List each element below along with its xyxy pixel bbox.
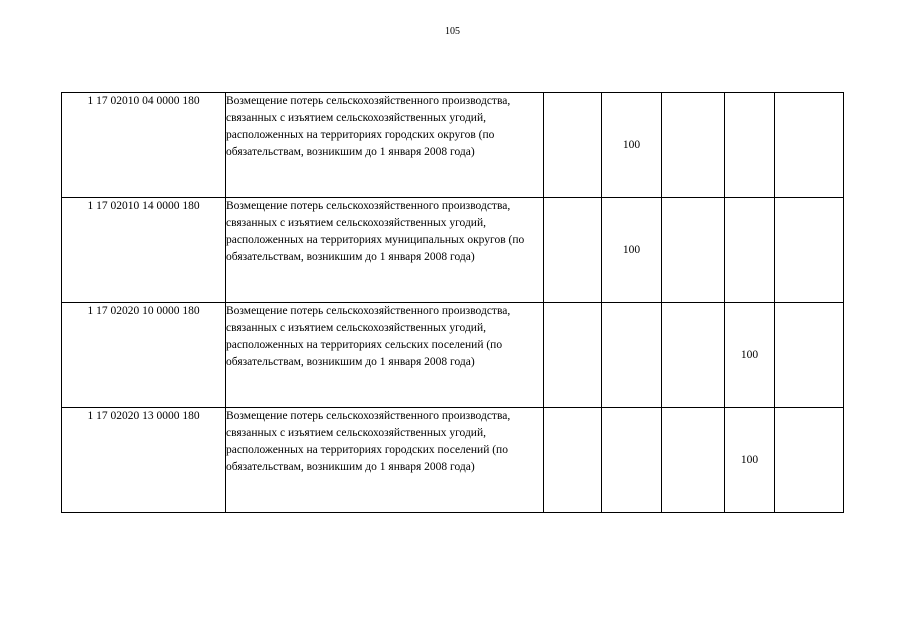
value-cell-col2	[602, 303, 662, 408]
value-cell-col4	[725, 93, 775, 198]
revenue-name: Возмещение потерь сельскохозяйственного производства, связанных с изъятием сельскохозяйственных угодий, расположенных на территориях сельских поселений (по обязательствам, возникшим до 1 января 2008 года)	[226, 303, 544, 408]
value-cell-col5	[775, 408, 844, 513]
value-cell-col5	[775, 198, 844, 303]
value-cell-col3	[662, 198, 725, 303]
revenue-code: 1 17 02010 04 0000 180	[62, 93, 226, 198]
revenue-name: Возмещение потерь сельскохозяйственного производства, связанных с изъятием сельскохозяйственных угодий, расположенных на территориях городских поселений (по обязательствам, возникшим до 1 января 2008 года)	[226, 408, 544, 513]
value-cell-col1	[544, 93, 602, 198]
revenue-code: 1 17 02010 14 0000 180	[62, 198, 226, 303]
revenue-code: 1 17 02020 13 0000 180	[62, 408, 226, 513]
revenue-name: Возмещение потерь сельскохозяйственного производства, связанных с изъятием сельскохозяйственных угодий, расположенных на территориях городских округов (по обязательствам, возникшим до 1 января 2008 года)	[226, 93, 544, 198]
value-cell-col1	[544, 408, 602, 513]
value-cell-col1	[544, 198, 602, 303]
table-row	[62, 303, 844, 408]
value-cell-col3	[662, 93, 725, 198]
page-number: 105	[445, 26, 460, 37]
revenue-code: 1 17 02020 10 0000 180	[62, 303, 226, 408]
value-cell-col4: 100	[725, 303, 775, 408]
value-cell-col2: 100	[602, 198, 662, 303]
value-cell-col5	[775, 93, 844, 198]
value-cell-col4: 100	[725, 408, 775, 513]
table-row	[62, 93, 844, 198]
value-cell-col3	[662, 408, 725, 513]
value-cell-col5	[775, 303, 844, 408]
revenue-name: Возмещение потерь сельскохозяйственного производства, связанных с изъятием сельскохозяйственных угодий, расположенных на территориях муниципальных округов (по обязательствам, возникшим до 1 января 2008 года)	[226, 198, 544, 303]
table-row	[62, 198, 844, 303]
value-cell-col1	[544, 303, 602, 408]
table-row	[62, 408, 844, 513]
value-cell-col2	[602, 408, 662, 513]
value-cell-col4	[725, 198, 775, 303]
value-cell-col3	[662, 303, 725, 408]
value-cell-col2: 100	[602, 93, 662, 198]
revenue-distribution-table	[61, 92, 844, 513]
